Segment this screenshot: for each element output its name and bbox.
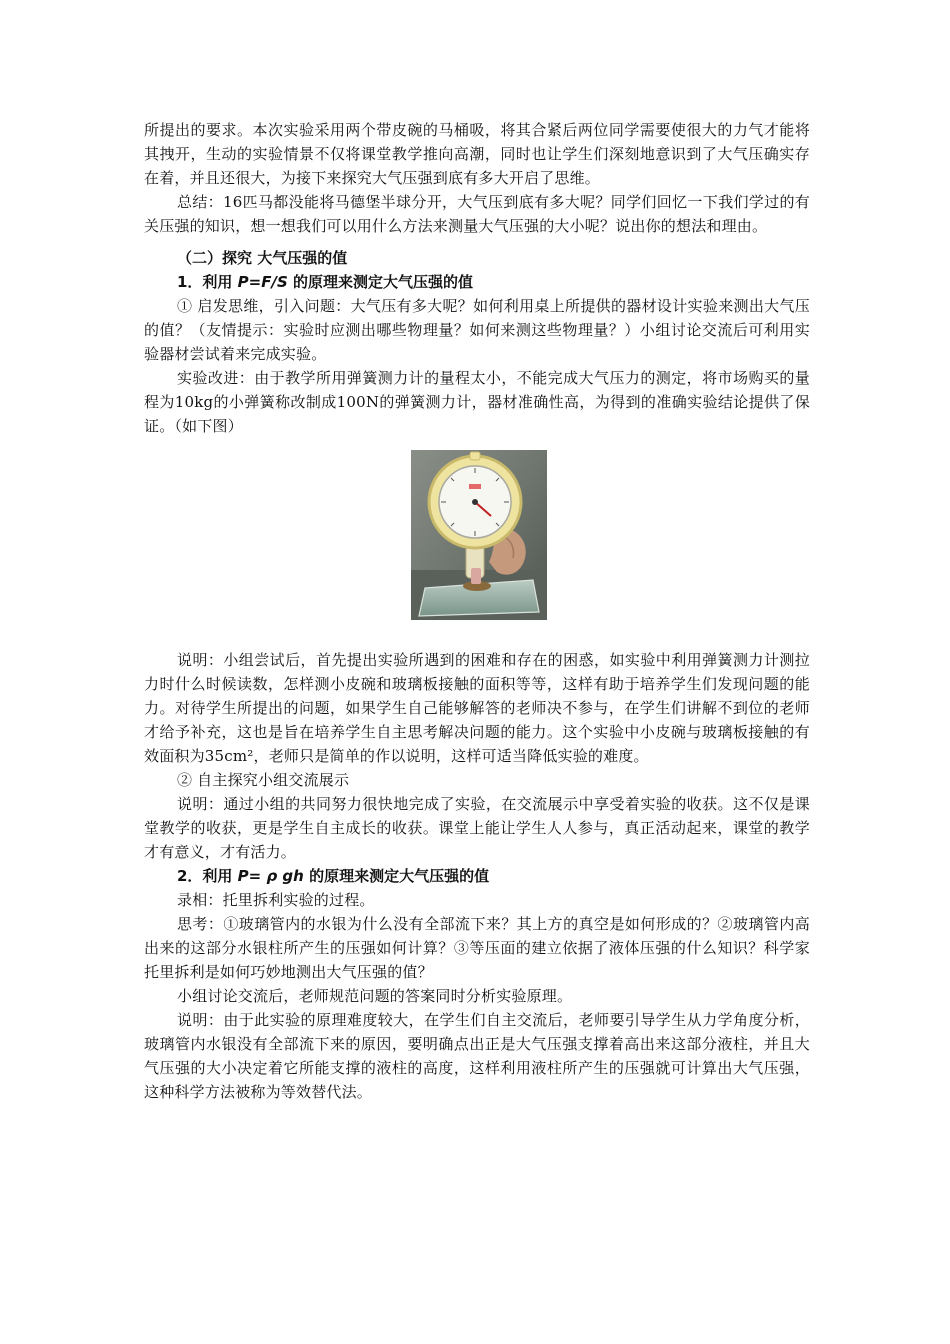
subheading-prhogh <box>144 864 810 888</box>
paragraph-explanation-2: 说明：通过小组的共同努力很快地完成了实验，在交流展示中享受着实验的收获。这不仅是课堂教学的收获，更是学生自主成长的收获。课堂上能让学生人人参与，真正活动起来，课堂的教学才有意义，才有活力。 <box>144 795 810 861</box>
spring-scale-photo-icon <box>411 450 547 620</box>
paragraph-explanation-1: 说明：小组尝试后，首先提出实验所遇到的困难和存在的困惑，如实验中利用弹簧测力计测拉力时什么时候读数，怎样测小皮碗和玻璃板接触的面积等等，这样有助于培养学生们发现问题的能力。对待学生所提出的问题，如果学生自己能够解答的老师决不参与，在学生们讲解不到位的老师才给予补充，这也是旨在培养学生自主思考解决问题的能力。这个实验中小皮碗与玻璃板接触的有效面积为35cm²，老师只是简单的作以说明，这样可适当降低实验的难度。 <box>144 651 810 765</box>
paragraph-video: 录相：托里拆利实验的过程。 <box>177 891 375 909</box>
subheading-pfs-suffix: 的原理来测定大气压强的值 <box>287 273 473 291</box>
formula-pfs: P=F/S <box>237 273 288 291</box>
paragraph-thinking: 思考：①玻璃管内的水银为什么没有全部流下来？其上方的真空是如何形成的？②玻璃管内高出来的这部分水银柱所产生的压强如何计算？③等压面的建立依据了液体压强的什么知识？科学家托里拆利是如何巧妙地测出大气压强的值？ <box>144 915 810 981</box>
paragraph-discussion: 小组讨论交流后，老师规范问题的答案同时分析实验原理。 <box>177 987 573 1005</box>
subheading-pfs-prefix: 1．利用 <box>177 273 238 291</box>
paragraph-group-exchange: ② 自主探究小组交流展示 <box>177 771 350 789</box>
formula-prhogh: P= ρ gh <box>237 867 304 885</box>
paragraph-intro-continued: 所提出的要求。本次实验采用两个带皮碗的马桶吸，将其合紧后两位同学需要使很大的力气才能将其拽开，生动的实验情景不仅将课堂教学推向高潮，同时也让学生们深刻地意识到了大气压确实存在着，并且还很大，为接下来探究大气压强到底有多大开启了思维。 <box>144 121 810 187</box>
document-body <box>144 118 810 1104</box>
paragraph-summary: 总结：16匹马都没能将马德堡半球分开，大气压到底有多大呢？同学们回忆一下我们学过的有关压强的知识，想一想我们可以用什么方法来测量大气压强的大小呢？说出你的想法和理由。 <box>144 193 810 235</box>
subheading-prhogh-prefix: 2．利用 <box>177 867 238 885</box>
paragraph-inquiry: ① 启发思维，引入问题：大气压有多大呢？如何利用桌上所提供的器材设计实验来测出大气压的值？（友情提示：实验时应测出哪些物理量？如何来测这些物理量？）小组讨论交流后可利用实验器材尝试着来完成实验。 <box>144 297 810 363</box>
paragraph-improvement: 实验改进：由于教学所用弹簧测力计的量程太小，不能完成大气压力的测定，将市场购买的量程为10kg的小弹簧称改制成100N的弹簧测力计，器材准确性高，为得到的准确实验结论提供了保证。（如下图） <box>144 369 810 435</box>
subheading-pfs <box>144 270 810 294</box>
subheading-prhogh-suffix: 的原理来测定大气压强的值 <box>303 867 490 885</box>
paragraph-explanation-3: 说明：由于此实验的原理难度较大，在学生们自主交流后，老师要引导学生从力学角度分析，玻璃管内水银没有全部流下来的原因，要明确点出正是大气压强支撑着高出来这部分液柱，并且大气压强的大小决定着它所能支撑的液柱的高度，这样利用液柱所产生的压强就可计算出大气压强，这种科学方法被称为等效替代法。 <box>144 1011 810 1101</box>
section-heading: （二）探究 大气压强的值 <box>177 249 348 267</box>
spring-scale-photo <box>411 450 547 620</box>
